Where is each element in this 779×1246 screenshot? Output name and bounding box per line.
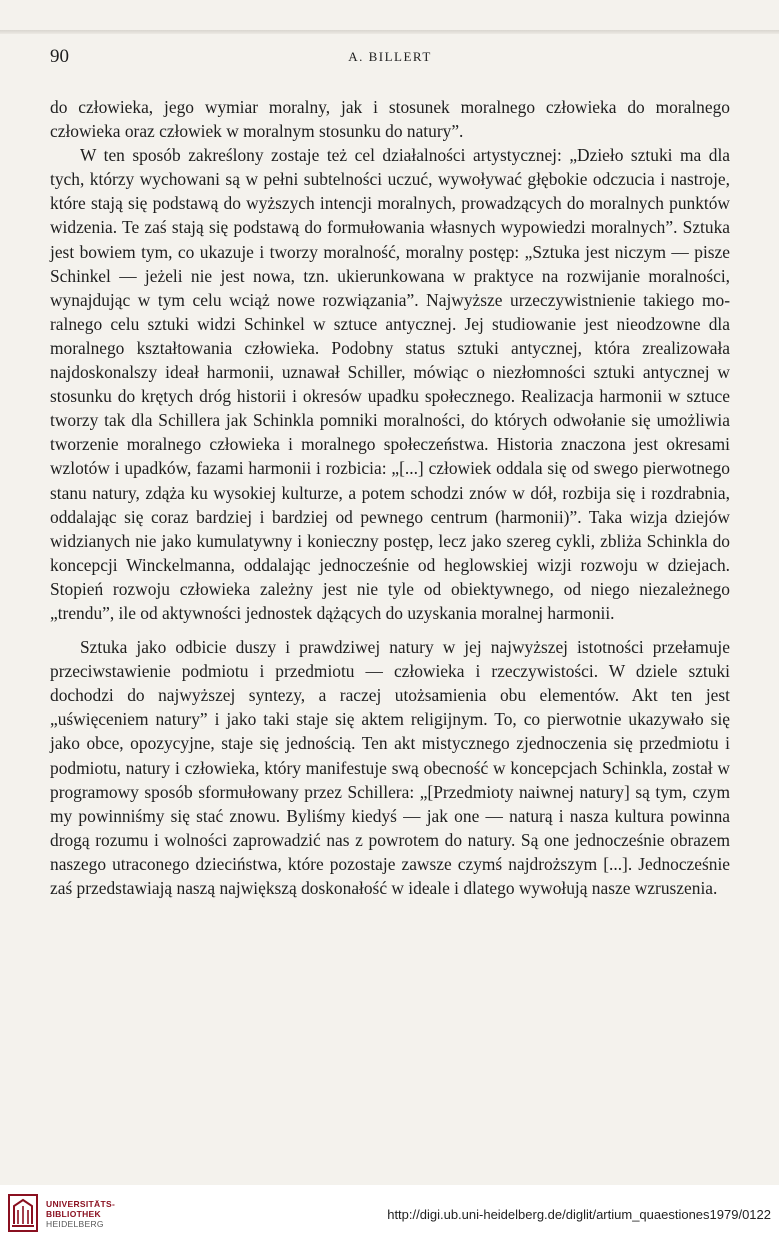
body-text <box>50 95 730 900</box>
digitization-footer <box>0 1185 779 1246</box>
page-edge-shadow <box>0 30 779 34</box>
source-url-link[interactable]: http://digi.ub.uni-heidelberg.de/diglit/artium_quaestiones1979/0122 <box>387 1207 771 1222</box>
library-name <box>46 1199 115 1229</box>
running-head <box>50 46 730 72</box>
paragraph-3: Sztuka jako odbicie duszy i prawdziwej natury w jej najwyższej istotności przełamuje przeciwstawienie podmiotu i przedmiotu — człowieka i rzeczywistości. W dziele sztuki dochodzi do najwyższej syntezy, a raczej utożsamienia obu elementów. Akt ten jest „uświęceniem natury” i jako taki staje się aktem religijnym. To, co pierwotnie ukazywało się jako obce, opozycyjne, staje się jednością. Ten akt mistycznego zjednoczenia się przedmiotu i podmiotu, natury i człowieka, który manifestuje swą obecność w koncepcjach Schinkla, został w programowy sposób sformułowany przez Schillera: „[Przedmioty naiwnej natury] są tym, czym my powinniśmy się stać znowu. Byliśmy kiedyś — jak one — naturą i nasza kultura powinna drogą rozumu i wolności zaprowadzić nas z powrotem do natury. Są one jednocześnie obrazem naszego utraconego dzieciństwa, które pozostaje zawsze czymś najdroższym [...]. Jednocześnie zaś przedstawiają naszą największą doskonałość w ideale i dlatego wywołują nasze wzruszenia. <box>50 637 730 898</box>
running-title: A. BILLERT <box>348 49 432 64</box>
library-name-line-1: UNIVERSITÄTS- <box>46 1199 116 1209</box>
heidelberg-library-logo-icon <box>8 1194 38 1232</box>
library-name-line-2: BIBLIOTHEK <box>46 1209 101 1219</box>
page-number: 90 <box>50 46 69 67</box>
paragraph-1: do człowieka, jego wymiar moralny, jak i stosunek moralnego człowieka do moralnego człowieka oraz człowiek w moralnym stosunku do natury”. <box>50 97 730 142</box>
library-name-line-3: HEIDELBERG <box>46 1219 104 1229</box>
paragraph-2: W ten sposób zakreślony zostaje też cel działalności artystycznej: „Dzieło sztuki ma dla tych, którzy wychowani są w pełni subtelności uczuć, wywoływać głębokie odczucia i nastroje, które stają się podstawą do wyższych intencji moralnych, prowadzących do moralnych punktów widzenia. Te zaś stają się podstawą do formułowania własnych wypowiedzi moralnych”. Sztuka jest bowiem tym, co ukazuje i tworzy moralność, moralny postęp: „Sztuka jest niczym — pisze Schinkel — jeżeli nie jest nowa, tzn. ukierunkowana w praktyce na rozwijanie moralności, wynajdując w tym celu wciąż nowe rozwiązania”. Najwyższe urzeczywistnienie takiego moralnego celu sztuki widzi Schinkel w sztuce antycznej. Jej studiowanie jest nieodzowne dla moralnego kształtowania człowieka. Podobny status sztuki antycznej, która zrealizowała najdoskonalszy ideał harmonii, uznawał Schiller, mówiąc o niezłomności sztuki antycznej w stosunku do krętych dróg historii i okresów upadku społecznego. Realizacja harmonii w sztuce tworzy tak dla Schillera jak Schinkla pomniki moralności, do których odwołanie się umożliwia tworzenie moralnego człowieka i moralnego społeczeństwa. Historia znaczona jest okresami wzlotów i upadków, fazami harmonii i rozbicia: „[...] człowiek oddala się od swego pierwotnego stanu natury, zdąża ku wysokiej kulturze, a potem schodzi znów w dół, rozbija się i rozdrabnia, oddalając się coraz bardziej i bardziej od pewnego centrum (harmonii)”. Taka wizja dziejów widzianych nie jako kumulatywny i konieczny postęp, lecz jako szereg cykli, zbliża Schinkla do koncepcji Winckelmanna, oddalając jednocześnie od heglowskiej wizji rozwoju w dziejach. Stopień rozwoju człowieka zależny jest nie tyle od obiektywnego, od niego niezależnego „trendu”, ile od aktywności jednostek dążących do uzyskania moralnej harmonii. <box>50 145 730 623</box>
